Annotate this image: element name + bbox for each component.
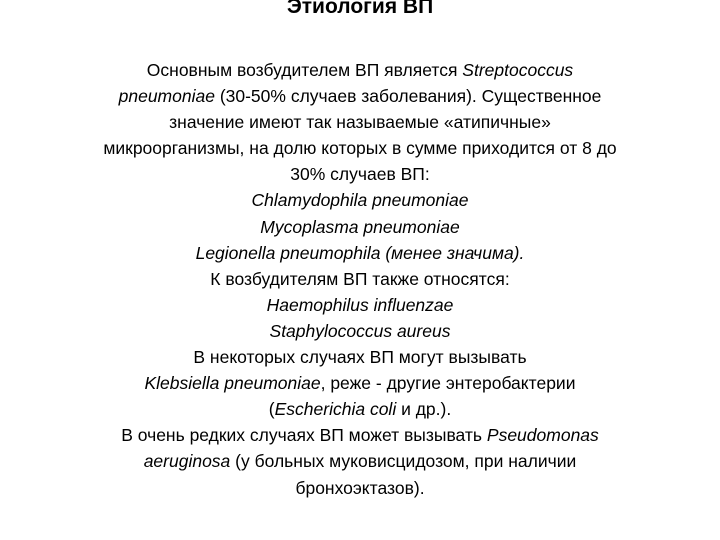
atypical-pathogen: Legionella pneumophila (менее значима).: [195, 242, 525, 263]
paragraph-line: [40, 83, 680, 109]
other-pathogen: Haemophilus influenzae: [266, 294, 454, 315]
slide-title: Этиология ВП: [286, 0, 434, 18]
paragraph-line: [40, 422, 680, 448]
organism-name: Escherichia coli: [274, 399, 397, 420]
organism-name: aeruginosa: [143, 451, 231, 472]
organism-name: Streptococcus: [462, 60, 574, 80]
text-segment: (30-50% случаев заболевания). Существенное: [214, 86, 602, 107]
organism-name: Klebsiella pneumoniae: [144, 373, 321, 394]
text-segment: (у больных муковисцидозом, при наличии: [230, 451, 577, 472]
paragraph-line: микроорганизмы, на долю которых в сумме приходится от 8 до: [103, 138, 617, 159]
paragraph-line: [40, 396, 680, 422]
text-segment: (: [268, 399, 275, 420]
section-intro: К возбудителям ВП также относятся:: [210, 268, 510, 289]
atypical-pathogen: Chlamydophila pneumoniae: [251, 190, 469, 211]
paragraph-line: [40, 57, 680, 83]
paragraph-line: [40, 448, 680, 474]
section-intro: В некоторых случаях ВП могут вызывать: [193, 347, 527, 368]
text-segment: В очень редких случаях ВП может вызывать: [121, 425, 487, 446]
paragraph-line: значение имеют так называемые «атипичные»: [169, 112, 551, 133]
atypical-pathogen: Mycoplasma pneumoniae: [260, 216, 460, 237]
text-segment: Основным возбудителем ВП является: [146, 60, 463, 80]
paragraph-line: 30% случаев ВП:: [290, 164, 430, 185]
paragraph-line: бронхоэктазов).: [295, 477, 425, 498]
text-segment: и др.).: [396, 399, 452, 420]
organism-name: pneumoniae: [118, 86, 215, 107]
paragraph-line: [40, 370, 680, 396]
text-segment: , реже - другие энтеробактерии: [320, 373, 576, 394]
other-pathogen: Staphylococcus aureus: [269, 320, 451, 341]
organism-name: Pseudomonas: [486, 425, 599, 446]
slide-body: [40, 57, 680, 501]
